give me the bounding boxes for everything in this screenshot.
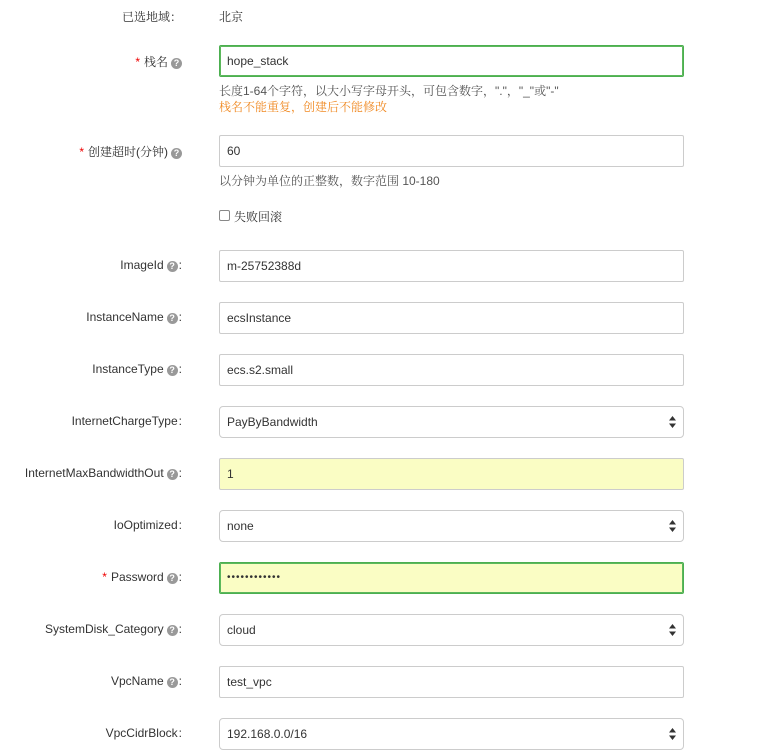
colon: :	[178, 518, 182, 532]
image-id-label	[120, 258, 182, 272]
colon: :	[178, 726, 182, 740]
vpc-cidr-block-label	[106, 726, 182, 740]
select-arrows-icon	[669, 520, 676, 532]
internet-charge-type-label	[72, 414, 182, 428]
help-icon[interactable]: ?	[167, 469, 178, 480]
vpc-name-label	[111, 674, 182, 688]
vpc-name-label-text: VpcName	[110, 674, 164, 688]
help-icon[interactable]: ?	[167, 573, 178, 584]
system-disk-category-label	[45, 622, 182, 636]
colon: :	[178, 570, 182, 584]
image-id-label-text: ImageId	[120, 258, 164, 272]
required-mark: *	[102, 570, 107, 584]
help-icon[interactable]: ?	[167, 625, 178, 636]
io-optimized-label	[114, 518, 182, 532]
instance-name-input[interactable]: ecsInstance	[219, 302, 684, 334]
help-icon[interactable]: ?	[167, 313, 178, 324]
password-label	[102, 570, 182, 584]
help-icon[interactable]: ?	[167, 365, 178, 376]
stack-name-input[interactable]: hope_stack	[219, 45, 684, 77]
required-mark: *	[135, 55, 140, 69]
colon: :	[178, 622, 182, 636]
io-optimized-label-text: IoOptimized	[113, 518, 178, 532]
system-disk-category-select[interactable]	[219, 614, 684, 646]
password-label-text: Password	[110, 570, 164, 584]
timeout-label	[79, 143, 182, 160]
internet-charge-type-label-text: InternetChargeType	[71, 414, 178, 428]
stack-name-hint: 长度1-64个字符，以大小写字母开头，可包含数字，"."，"_"或"-"	[219, 84, 559, 98]
system-disk-category-label-text: SystemDisk_Category	[44, 622, 164, 636]
instance-name-label	[86, 310, 182, 324]
internet-max-bandwidth-out-label	[25, 466, 182, 480]
vpc-cidr-block-label-text: VpcCidrBlock	[105, 726, 178, 740]
stack-name-label	[135, 53, 182, 70]
select-arrows-icon	[669, 416, 676, 428]
instance-type-input[interactable]: ecs.s2.small	[219, 354, 684, 386]
instance-type-label	[92, 362, 182, 376]
timeout-input[interactable]: 60	[219, 135, 684, 167]
internet-charge-type-select[interactable]	[219, 406, 684, 438]
select-arrows-icon	[669, 728, 676, 740]
select-arrows-icon	[669, 624, 676, 636]
colon: :	[178, 362, 182, 376]
vpc-cidr-block-select[interactable]	[219, 718, 684, 750]
instance-name-label-text: InstanceName	[86, 310, 164, 324]
required-mark: *	[79, 145, 84, 159]
image-id-input[interactable]: m-25752388d	[219, 250, 684, 282]
rollback-label[interactable]: 失败回滚	[234, 210, 283, 224]
vpc-name-input[interactable]: test_vpc	[219, 666, 684, 698]
colon: :	[178, 466, 182, 480]
region-value: 北京	[219, 10, 244, 24]
stack-name-warning: 栈名不能重复，创建后不能修改	[219, 100, 388, 114]
region-label: 已选地域：	[121, 10, 182, 24]
colon: :	[178, 674, 182, 688]
internet-max-bandwidth-out-input[interactable]: 1	[219, 458, 684, 490]
colon: :	[178, 414, 182, 428]
system-disk-category-value: cloud	[227, 623, 256, 637]
help-icon[interactable]: ?	[171, 58, 182, 69]
io-optimized-select[interactable]	[219, 510, 684, 542]
rollback-checkbox[interactable]	[219, 210, 230, 221]
instance-type-label-text: InstanceType	[92, 362, 164, 376]
help-icon[interactable]: ?	[171, 148, 182, 159]
help-icon[interactable]: ?	[167, 261, 178, 272]
vpc-cidr-block-value: 192.168.0.0/16	[227, 727, 308, 741]
stack-name-label-text: 栈名	[143, 55, 168, 69]
timeout-hint: 以分钟为单位的正整数，数字范围 10-180	[219, 174, 440, 188]
internet-max-bandwidth-out-label-text: InternetMaxBandwidthOut	[24, 466, 164, 480]
password-input[interactable]: ••••••••••••	[219, 562, 684, 594]
timeout-label-text: 创建超时(分钟)	[88, 145, 168, 159]
internet-charge-type-value: PayByBandwidth	[227, 415, 318, 429]
colon: :	[178, 258, 182, 272]
colon: :	[178, 310, 182, 324]
io-optimized-value: none	[227, 519, 254, 533]
help-icon[interactable]: ?	[167, 677, 178, 688]
